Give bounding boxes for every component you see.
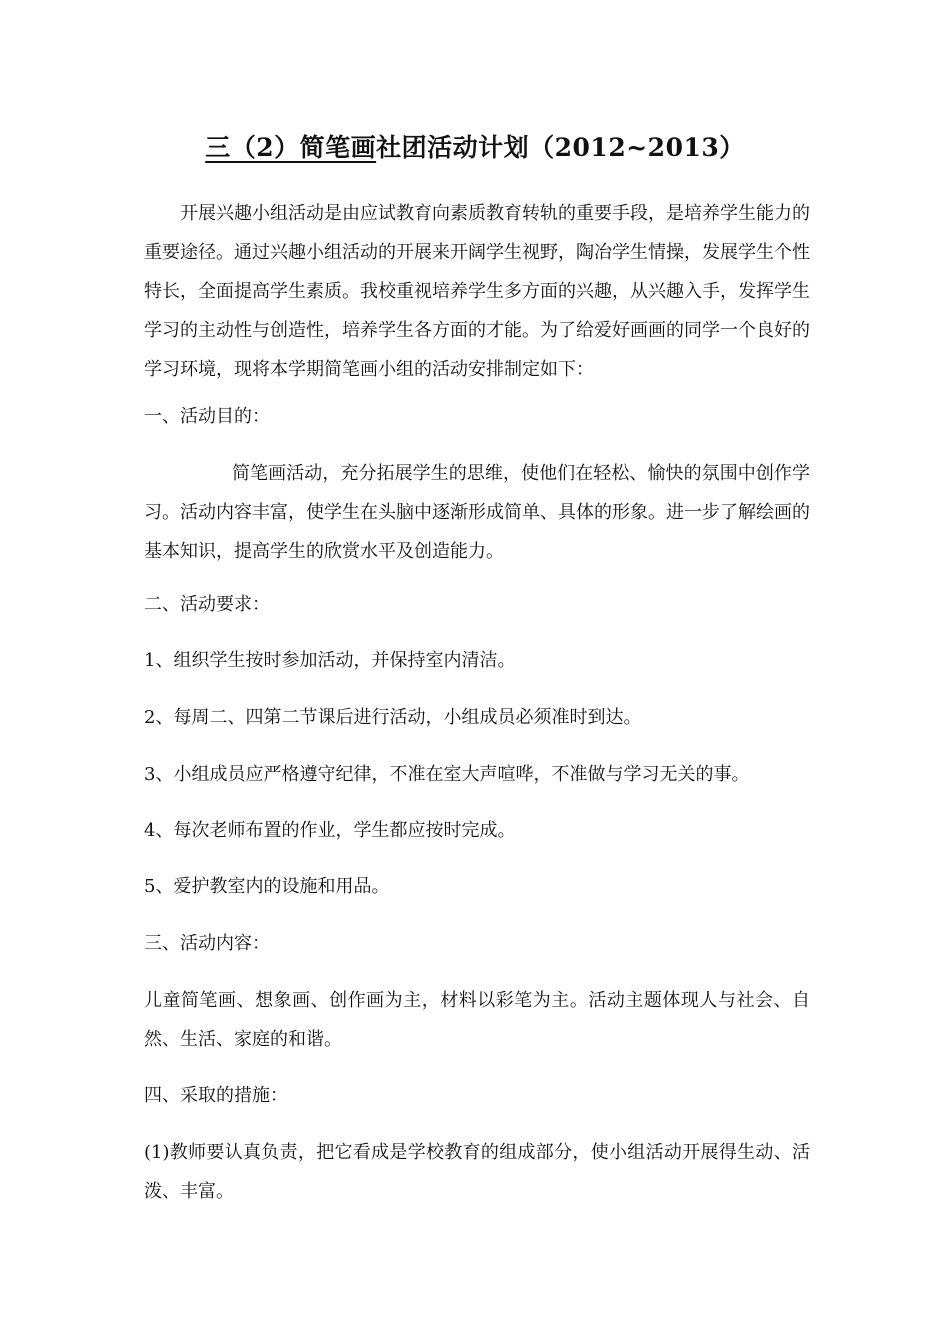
purpose-paragraph: 简笔画活动，充分拓展学生的思维，使他们在轻松、愉快的氛围中创作学习。活动内容丰富，使学生在头脑中逐渐形成简单、具体的形象。进一步了解绘画的基本知识，提高学生的欣赏水平及创造能力。 bbox=[144, 463, 810, 562]
requirement-item: 3、小组成员应严格遵守纪律，不准在室大声喧哗，不准做与学习无关的事。 bbox=[144, 764, 750, 785]
requirement-item: 1、组织学生按时参加活动，并保持室内清洁。 bbox=[144, 650, 516, 671]
section-heading-measures: 四、采取的措施： bbox=[144, 1085, 288, 1106]
section-heading-requirements: 二、活动要求： bbox=[144, 594, 270, 615]
title-underlined-part: 三（2）简笔画 bbox=[205, 133, 377, 162]
content-paragraph: 儿童简笔画、想象画、创作画为主，材料以彩笔为主。活动主题体现人与社会、自然、生活、家庭的和谐。 bbox=[144, 990, 810, 1050]
document-title bbox=[0, 128, 950, 168]
section-heading-content: 三、活动内容： bbox=[144, 933, 270, 954]
title-rest: 社团活动计划（2012~2013） bbox=[376, 133, 745, 162]
requirement-item: 4、每次老师布置的作业，学生都应按时完成。 bbox=[144, 820, 516, 841]
intro-paragraph: 开展兴趣小组活动是由应试教育向素质教育转轨的重要手段，是培养学生能力的重要途径。通过兴趣小组活动的开展来开阔学生视野，陶冶学生情操，发展学生个性特长，全面提高学生素质。我校重视培养学生多方面的兴趣，从兴趣入手，发挥学生学习的主动性与创造性，培养学生各方面的才能。为了给爱好画画的同学一个良好的学习环境，现将本学期简笔画小组的活动安排制定如下： bbox=[144, 203, 810, 380]
section-heading-purpose: 一、活动目的： bbox=[144, 406, 270, 427]
measure-item: (1)教师要认真负责，把它看成是学校教育的组成部分，使小组活动开展得生动、活泼、丰富。 bbox=[144, 1142, 810, 1202]
requirement-item: 5、爱护教室内的设施和用品。 bbox=[144, 876, 390, 897]
requirement-item: 2、每周二、四第二节课后进行活动，小组成员必须准时到达。 bbox=[144, 707, 642, 728]
